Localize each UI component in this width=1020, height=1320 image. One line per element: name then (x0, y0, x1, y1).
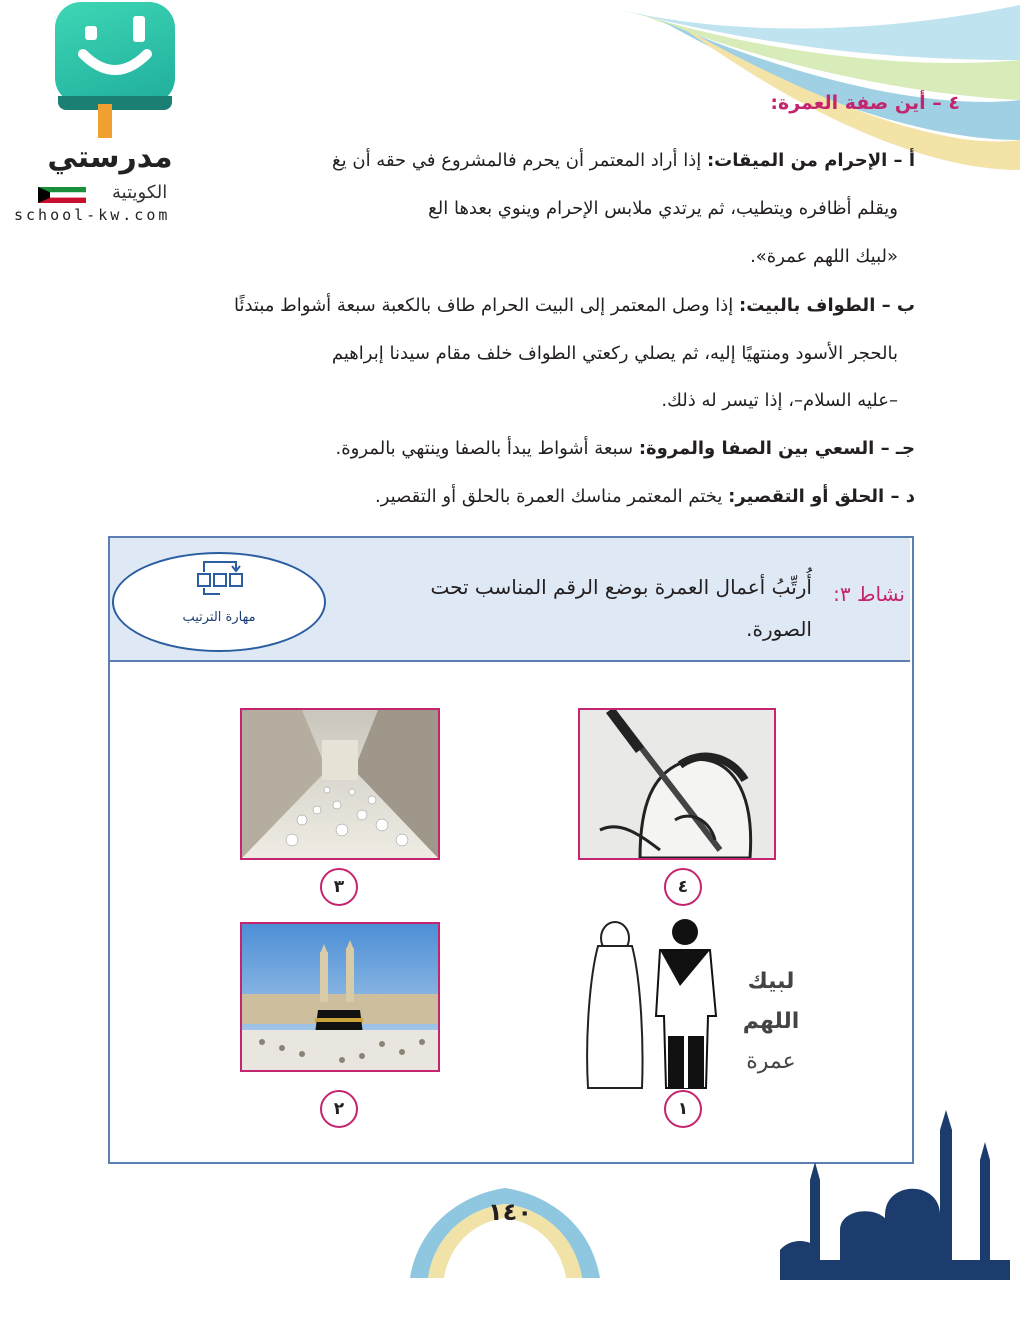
logo-ribbon (98, 104, 112, 138)
paragraph-line (375, 486, 915, 507)
skill-label: مهارة الترتيب (182, 610, 256, 625)
paragraph-text: بالحجر الأسود ومنتهيًا إليه، ثم يصلي ركعتي الطواف خلف مقام سيدنا إبراهيم (331, 343, 898, 364)
paragraph-text: يختم المعتمر مناسك العمرة بالحلق أو التقصير. (374, 486, 729, 507)
shaving-image (578, 708, 776, 860)
talbiyah-line-1: لبيك اللهم (742, 969, 800, 1034)
paragraph-line (750, 246, 898, 267)
paragraph-line (336, 438, 915, 459)
activity-instruction: أُرتِّبُ أعمال العمرة بوضع الرقم المناسب تحت الصورة. (430, 575, 812, 641)
mosque-silhouette-icon (780, 1110, 1010, 1280)
section-heading: ٤ – أين صفة العمرة: (770, 92, 960, 114)
kaaba-image (240, 922, 440, 1072)
paragraph-line (428, 198, 898, 219)
paragraph-text: إذا وصل المعتمر إلى البيت الحرام طاف بالكعبة سبعة أشواط مبتدئًا (233, 295, 740, 316)
paragraph-label: جـ – السعي بين الصفا والمروة: (638, 438, 915, 459)
order-number: ١ (664, 1090, 702, 1128)
paragraph-text: إذا أراد المعتمر أن يحرم فالمشروع في حقه أن يغ (332, 150, 707, 171)
paragraph-line (332, 343, 898, 364)
logo-subtitle: الكويتية (112, 182, 168, 203)
order-number: ٣ (320, 868, 358, 906)
paragraph-text: –عليه السلام–، إذا تيسر له ذلك. (661, 390, 898, 411)
paragraph-text: ويقلم أظافره ويتطيب، ثم يرتدي ملابس الإحرام وينوي بعدها الع (428, 198, 898, 219)
paragraph-text: «لبيك اللهم عمرة». (750, 246, 898, 267)
order-number: ٤ (664, 868, 702, 906)
logo-icon (55, 2, 175, 104)
page-number: ١٤٠ (488, 1198, 532, 1226)
decorative-swoosh (600, 0, 1020, 170)
paragraph-label: د – الحلق أو التقصير: (728, 486, 915, 507)
paragraph-line (661, 390, 898, 411)
kuwait-flag-icon (38, 187, 86, 203)
talbiyah-line-2: عمرة (746, 1049, 796, 1074)
order-number: ٢ (320, 1090, 358, 1128)
paragraph-text: سبعة أشواط يبدأ بالصفا وينتهي بالمروة. (335, 438, 639, 459)
ordering-icon (194, 556, 246, 598)
logo-title: مدرستي (47, 140, 173, 175)
sai-corridor-image (240, 708, 440, 860)
logo-book-base (58, 96, 172, 110)
activity-label: نشاط ٣: (833, 582, 905, 606)
logo-url: school-kw.com (14, 206, 171, 224)
paragraph-label: ب – الطواف بالبيت: (739, 295, 915, 316)
paragraph-line (234, 295, 915, 316)
paragraph-line (332, 150, 915, 171)
paragraph-label: أ – الإحرام من الميقات: (706, 150, 915, 171)
talbiyah-text (726, 962, 816, 1082)
